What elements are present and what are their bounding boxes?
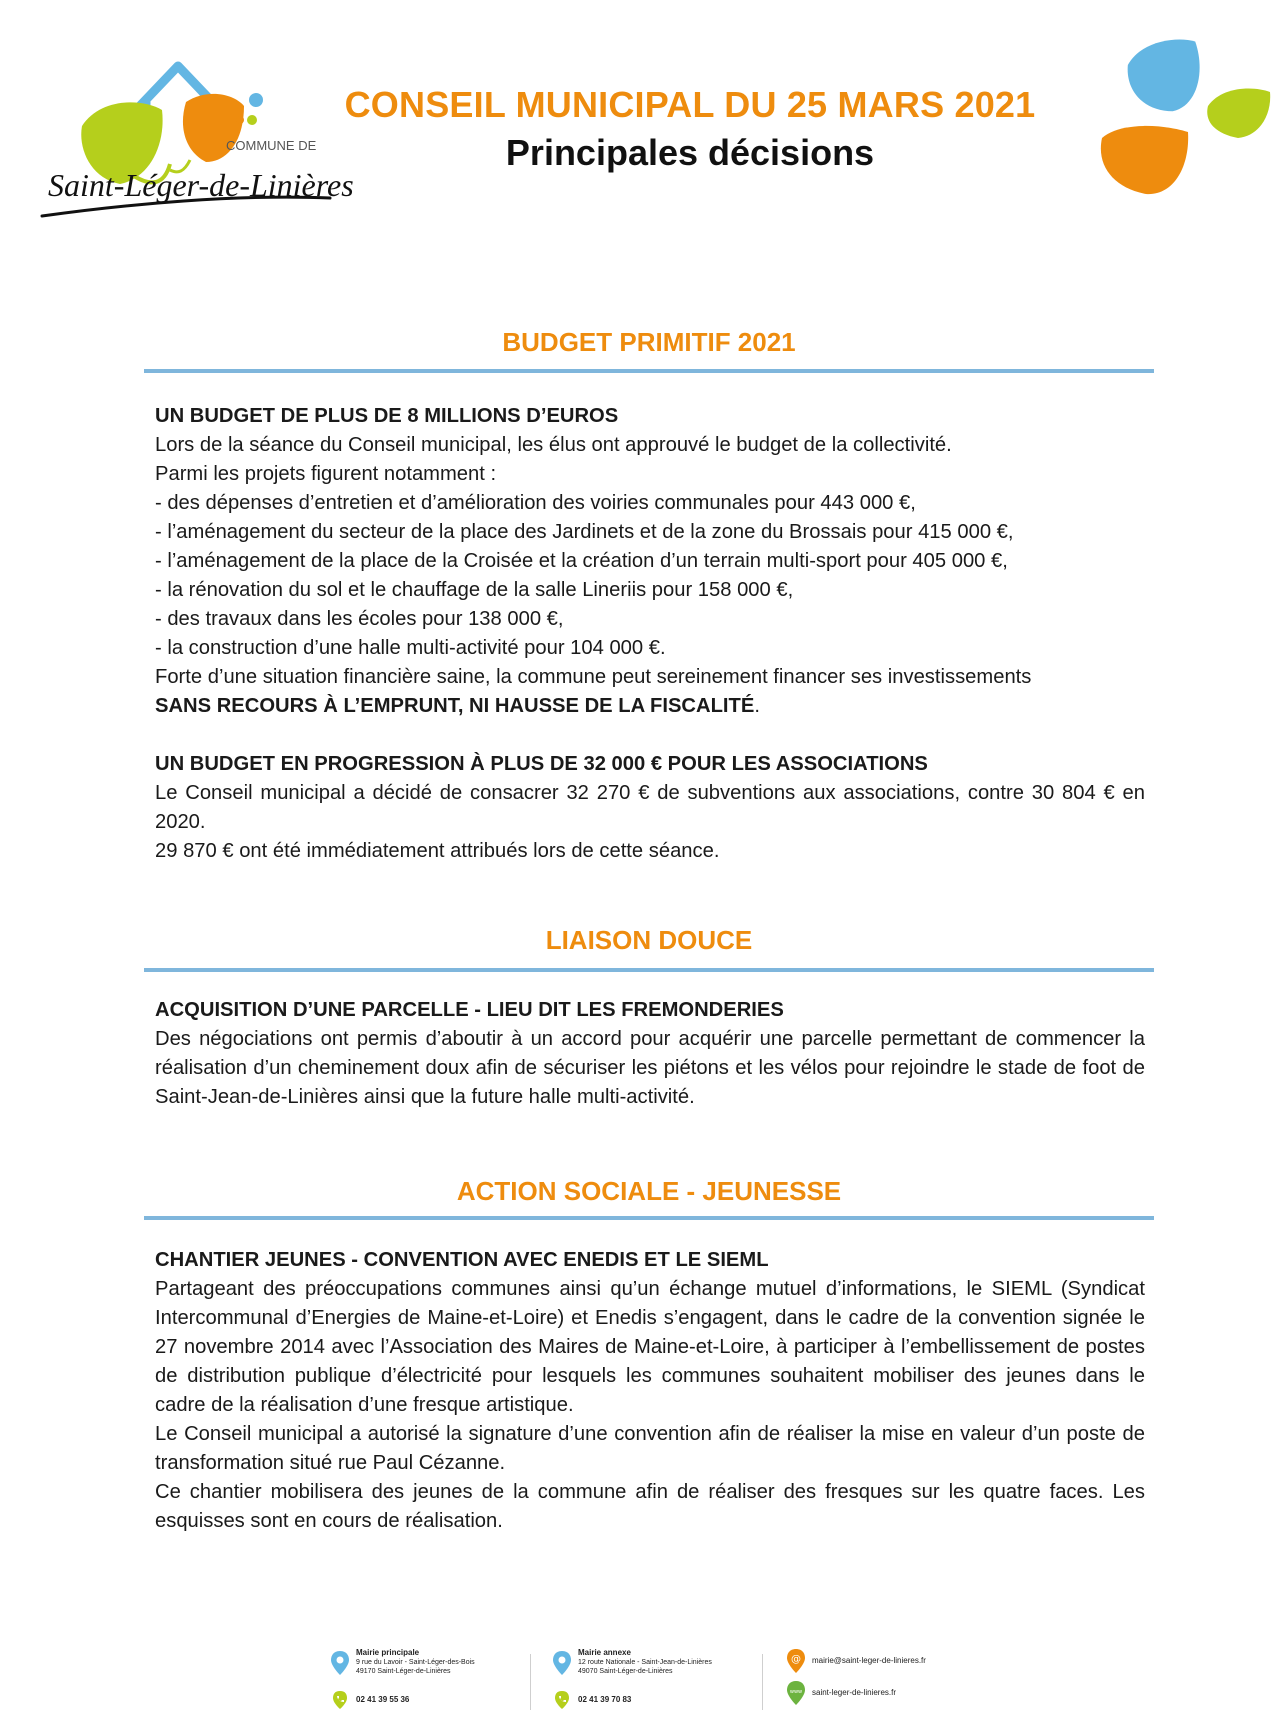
budget-paragraph-3: [155, 663, 1145, 692]
page-title: CONSEIL MUNICIPAL DU 25 MARS 2021: [344, 84, 1036, 125]
social-paragraph-1: Partageant des préoccupations communes ainsi qu’un échange mutuel d’informations, le SIEML (Syndicat Intercommunal d’Energies de Maine-et-Loire) et Enedis s’engagent, dans le cadre de la convention signée le 27 novembre 2014 avec l’Association des Maires de Maine-et-Loire, à participer à l’embellissement de postes de distribution publique d’électricité pour lesquels les communes souhaitent mobiliser des jeunes dans le cadre de la réalisation d’une fresque artistique.: [155, 1278, 1145, 1416]
footer-annex-address: [578, 1648, 712, 1676]
social-paragraph-3: Ce chantier mobilisera des jeunes de la commune afin de réaliser des fresques sur les quatre faces. Les esquisses sont en cours de réalisation.: [155, 1481, 1145, 1532]
logo-line1: COMMUNE DE: [226, 138, 317, 153]
social-content: [155, 1246, 1145, 1536]
footer-main-line2: 49170 Saint-Léger-de-Linières: [356, 1668, 451, 1675]
budget-item: - des travaux dans les écoles pour 138 000 €,: [155, 608, 564, 630]
budget-highlight: SANS RECOURS À L’EMPRUNT, NI HAUSSE DE LA FISCALITÉ: [155, 695, 755, 717]
budget-item: - la construction d’une halle multi-activité pour 104 000 €.: [155, 637, 666, 659]
footer-annex-phone[interactable]: 02 41 39 70 83: [578, 1695, 632, 1704]
budget-subheading-2: UN BUDGET EN PROGRESSION À PLUS DE 32 000 € POUR LES ASSOCIATIONS: [155, 753, 928, 775]
budget-item: - la rénovation du sol et le chauffage de la salle Lineriis pour 158 000 €,: [155, 579, 794, 601]
liaison-content: [155, 996, 1145, 1112]
budget-paragraph-3-cont: [155, 692, 1145, 721]
budget-item: - l’aménagement de la place de la Croisée et la création d’un terrain multi-sport pour 405 000 €,: [155, 550, 1008, 572]
footer-annex-line1: 12 route Nationale - Saint-Jean-de-Linières: [578, 1659, 712, 1666]
decorative-drops: [1090, 28, 1280, 218]
footer-divider: [530, 1654, 531, 1710]
budget-paragraph-4: Le Conseil municipal a décidé de consacrer 32 270 € de subventions aux associations, contre 30 804 € en 2020.: [155, 782, 1145, 833]
footer-website[interactable]: saint-leger-de-linieres.fr: [812, 1688, 897, 1697]
footer-email[interactable]: mairie@saint-leger-de-linieres.fr: [812, 1656, 926, 1665]
section-divider: [144, 369, 1154, 373]
section-heading-budget: BUDGET PRIMITIF 2021: [502, 327, 796, 357]
social-subheading: CHANTIER JEUNES - CONVENTION AVEC ENEDIS ET LE SIEML: [155, 1249, 769, 1271]
footer-divider: [762, 1654, 763, 1710]
section-heading-social: ACTION SOCIALE - JEUNESSE: [456, 1176, 842, 1206]
footer-annex-title: Mairie annexe: [578, 1648, 631, 1657]
footer-main-phone[interactable]: 02 41 39 55 36: [356, 1695, 410, 1704]
location-pin-icon: [552, 1650, 572, 1676]
section-divider: [144, 968, 1154, 972]
budget-item: - l’aménagement du secteur de la place des Jardinets et de la zone du Brossais pour 415 000 €,: [155, 521, 1014, 543]
location-pin-icon: [330, 1650, 350, 1676]
section-divider: [144, 1216, 1154, 1220]
budget-paragraph-2: Parmi les projets figurent notamment :: [155, 463, 497, 485]
email-icon: [786, 1648, 806, 1674]
website-icon-label: www: [789, 1689, 803, 1695]
liaison-paragraph: Des négociations ont permis d’aboutir à un accord pour acquérir une parcelle permettant de commencer la réalisation d’un cheminement doux afin de sécuriser les piétons et les vélos pour rejoindre le stade de foot de Saint-Jean-de-Linières ainsi que la future halle multi-activité.: [155, 1028, 1145, 1108]
liaison-subheading: ACQUISITION D’UNE PARCELLE - LIEU DIT LES FREMONDERIES: [155, 999, 784, 1021]
footer-annex-line2: 49070 Saint-Léger-de-Linières: [578, 1668, 673, 1675]
footer: [330, 1648, 950, 1714]
logo-line2: Saint-Léger-de-Linières: [48, 167, 354, 203]
phone-icon: [332, 1690, 348, 1710]
budget-paragraph-3-end: .: [754, 695, 760, 717]
phone-icon: [554, 1690, 570, 1710]
section-heading-liaison: LIAISON DOUCE: [545, 925, 753, 955]
footer-main-address: [356, 1648, 475, 1676]
page-subtitle: Principales décisions: [505, 132, 875, 173]
footer-main-title: Mairie principale: [356, 1648, 420, 1657]
social-paragraph-2: Le Conseil municipal a autorisé la signature d’une convention afin de réaliser la mise en valeur d’un poste de transformation situé rue Paul Cézanne.: [155, 1423, 1145, 1474]
footer-main-line1: 9 rue du Lavoir - Saint-Léger-des-Bois: [356, 1659, 475, 1666]
budget-paragraph-5: 29 870 € ont été immédiatement attribués lors de cette séance.: [155, 840, 720, 862]
budget-item: - des dépenses d’entretien et d’amélioration des voiries communales pour 443 000 €,: [155, 492, 916, 514]
budget-paragraph-3-text: Forte d’une situation financière saine, la commune peut sereinement financer ses investissements: [155, 666, 1032, 688]
svg-text:@: @: [791, 1654, 801, 1665]
website-icon: [786, 1680, 806, 1706]
budget-paragraph-1: Lors de la séance du Conseil municipal, les élus ont approuvé le budget de la collectivité.: [155, 434, 952, 456]
budget-content: [155, 402, 1145, 866]
budget-subheading-1: UN BUDGET DE PLUS DE 8 MILLIONS D’EUROS: [155, 405, 619, 427]
